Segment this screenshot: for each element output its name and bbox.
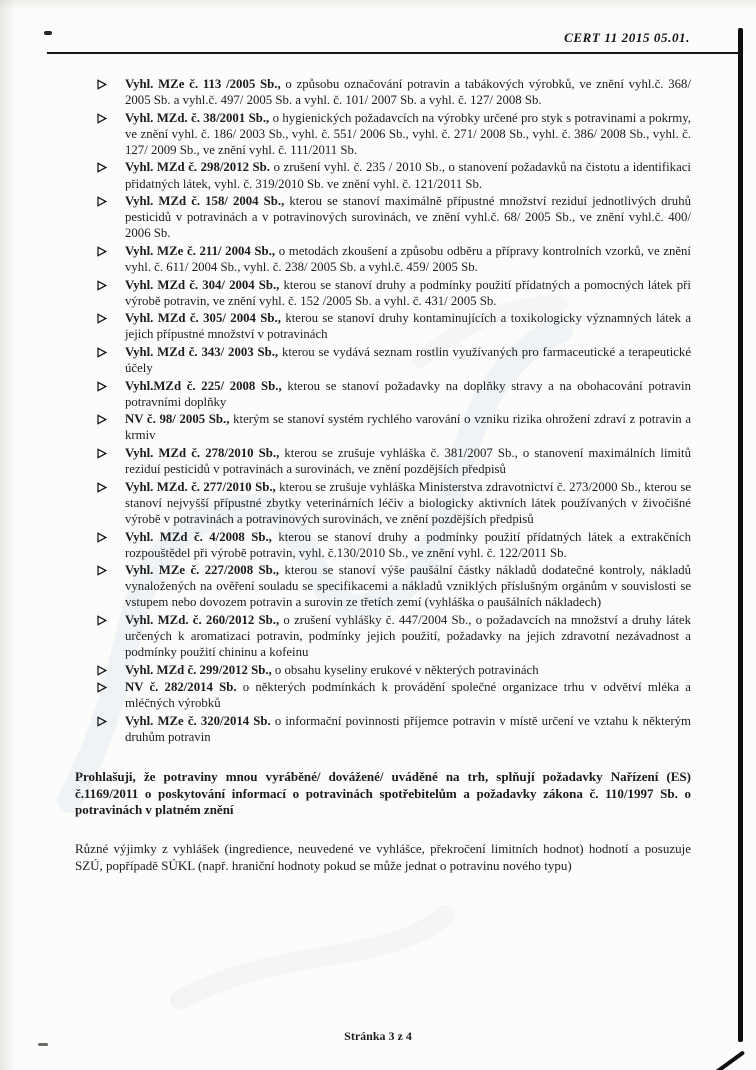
arrow-bullet-icon: [97, 195, 107, 211]
regulation-item-text: Vyhl. MZe č. 113 /2005 Sb., o způsobu označování potravin a tabákových výrobků, ve znění vyhl.č. 368/ 2005 Sb. a vyhl.č. 497/ 2005 Sb. a vyhl. č. 101/ 2007 Sb. a vyhl. č. 127/ 2008 Sb.: [125, 77, 692, 108]
arrow-bullet-icon: [97, 380, 107, 396]
regulation-item-text: Vyhl. MZd č. 304/ 2004 Sb., kterou se stanoví druhy a podmínky použití přídatných a pomocných látek při výrobě potravin, ve znění vyhl. č. 152 /2005 Sb. a vyhl. č. 431/ 2005 Sb.: [125, 277, 691, 308]
document-content: [75, 76, 691, 874]
regulation-item: [95, 411, 691, 443]
regulation-item: [95, 344, 691, 376]
regulation-item: [95, 662, 691, 678]
arrow-bullet-icon: [97, 78, 107, 94]
declaration-paragraph: Prohlašuji, že potraviny mnou vyráběné/ dovážené/ uváděné na trh, splňují požadavky Nařízení (ES) č.1169/2011 o poskytování informací o potravinách spotřebitelům a požadavky zákona č. 110/1997 Sb. o potravinách v platném znění: [75, 769, 691, 818]
scan-artifact-bottom-right: [698, 1050, 746, 1070]
regulation-item-text: Vyhl. MZe č. 211/ 2004 Sb., o metodách zkoušení a způsobu odběru a přípravy kontrolních vzorků, ve znění vyhl. č. 611/ 2004 Sb., vyhl. č. 238/ 2005 Sb. a vyhl.č. 459/ 2005 Sb.: [125, 243, 691, 275]
arrow-bullet-icon: [97, 161, 107, 177]
regulation-item: [95, 110, 691, 158]
regulation-item-text: Vyhl. MZd č. 305/ 2004 Sb., kterou se stanoví druhy kontaminujících a toxikologicky významných látek a jejich přípustné množství v potravinách: [125, 311, 691, 342]
arrow-bullet-icon: [97, 447, 107, 463]
regulation-item-text: Vyhl. MZd č. 299/2012 Sb., o obsahu kyseliny erukové v některých potravinách: [125, 662, 539, 677]
regulation-item-text: Vyhl. MZd č. 4/2008 Sb., kterou se stanoví druhy a podmínky použití přídatných látek a extrakčních rozpouštědel při výrobě potravin, vyhl. č.130/2010 Sb., ve znění vyhl. č. 122/2011 Sb.: [125, 529, 691, 560]
regulation-item: [95, 529, 691, 561]
regulation-list: [95, 76, 691, 745]
arrow-bullet-icon: [97, 279, 107, 295]
regulation-item-text: Vyhl. MZe č. 320/2014 Sb. o informační povinnosti příjemce potravin v místě určení ve vztahu k některým druhům potravin: [125, 714, 691, 745]
regulation-item-text: NV č. 98/ 2005 Sb., kterým se stanoví systém rychlého varování o vzniku rizika ohrožení zdraví z potravin a krmiv: [125, 412, 692, 443]
arrow-bullet-icon: [97, 245, 107, 261]
arrow-bullet-icon: [97, 413, 107, 429]
arrow-bullet-icon: [97, 715, 107, 731]
regulation-item-text: Vyhl. MZd č. 278/2010 Sb., kterou se zrušuje vyhláška č. 381/2007 Sb., o stanovení maximálních limitů reziduí pesticidů v potravinách a surovinách, ve znění pozdějších předpisů: [125, 446, 691, 477]
regulation-item: [95, 679, 691, 711]
regulation-item: [95, 193, 691, 241]
regulation-item-text: Vyhl. MZd. č. 260/2012 Sb., o zrušení vyhlášky č. 447/2004 Sb., o požadavcích na množství a druhy látek určených k aromatizaci potravin, podmínky jejich použití, požadavky na jejich zdravotní nezávadnost a podmínky použití chininu a kofeinu: [125, 613, 691, 660]
scan-artifact-right-line: [738, 28, 743, 1042]
scan-edge-shadow-top: [0, 0, 756, 10]
regulation-item-text: Vyhl. MZd č. 298/2012 Sb. o zrušení vyhl. č. 235 / 2010 Sb., o stanovení požadavků na čistotu a identifikaci přidatných látek, vyhl. č. 319/2010 Sb. ve znění vyhl. č. 121/2011 Sb.: [125, 160, 691, 191]
regulation-item: [95, 562, 691, 610]
arrow-bullet-icon: [97, 664, 107, 680]
regulation-item-text: Vyhl. MZd č. 343/ 2003 Sb., kterou se vydává seznam rostlin využívaných pro farmaceutické a terapeutické účely: [125, 345, 692, 376]
page-number-label: Stránka 3 z 4: [344, 1029, 412, 1043]
regulation-item: [95, 612, 691, 660]
exceptions-paragraph: Různé výjimky z vyhlášek (ingredience, neuvedené ve vyhlášce, překročení limitních hodnot) hodnotí a posuzuje SZÚ, popřípadě SÚKL (např. hraniční hodnoty pokud se může jednat o potravinu nového typu): [75, 841, 691, 873]
regulation-item: [95, 310, 691, 342]
regulation-item-text: Vyhl. MZd. č. 38/2001 Sb., o hygienických požadavcích na výrobky určené pro styk s potravinami a pokrmy, ve znění vyhl. č. 186/ 2003 Sb., vyhl. č. 551/ 2006 Sb., vyhl. č. 271/ 2008 Sb., vyhl. č. 386/ 2008 Sb., vyhl. č. 127/ 2009 Sb., ve znění vyhl. č. 111/2011 Sb.: [125, 110, 691, 157]
header-rule: [47, 52, 741, 54]
regulation-item-text: NV č. 282/2014 Sb. o některých podmínkách k provádění společné organizace trhu v odvětví mléka a mléčných výrobků: [125, 680, 691, 711]
arrow-bullet-icon: [97, 614, 107, 630]
regulation-item: [95, 76, 691, 108]
arrow-bullet-icon: [97, 346, 107, 362]
regulation-item: [95, 277, 691, 309]
regulation-item: [95, 159, 691, 191]
header-stamp: CERT 11 2015 05.01.: [564, 30, 690, 45]
regulation-item-text: Vyhl. MZd. č. 277/2010 Sb., kterou se zrušuje vyhláška Ministerstva zdravotnictví č. 273/2000 Sb., kterou se stanoví nejvyšší přípustné zbytky veterinárních léčiv a biologicky aktivních látek používaných v živočišné výrobě v potravinách a potravinových surovinách, ve znění pozdějších předpisů: [125, 479, 691, 526]
regulation-item: [95, 445, 691, 477]
scan-edge-shadow-left: [0, 0, 16, 1070]
arrow-bullet-icon: [97, 481, 107, 497]
arrow-bullet-icon: [97, 112, 107, 128]
regulation-item-text: Vyhl. MZd č. 158/ 2004 Sb., kterou se stanoví maximálně přípustné množství reziduí jednotlivých druhů pesticidů v potravinách a v potravinových surovinách, ve znění vyhl.č. 68/ 2005 Sb., ve znění vyhl.č. 400/ 2006 Sb.: [125, 194, 691, 241]
regulation-item-text: Vyhl.MZd č. 225/ 2008 Sb., kterou se stanoví požadavky na doplňky stravy a na obohacování potravin potravními doplňky: [125, 378, 691, 409]
arrow-bullet-icon: [97, 681, 107, 697]
arrow-bullet-icon: [97, 531, 107, 547]
page-footer: [0, 1029, 756, 1044]
regulation-item-text: Vyhl. MZe č. 227/2008 Sb., kterou se stanoví výše paušální částky nákladů dodatečné kontroly, nákladů vynaložených na ověření souladu se specifikacemi a nákladů vzniklých příslušným orgánům v souvislosti se vstupem nebo dovozem potravin a surovin ze třetích zemí (vyhláška o paušálních nákladech): [125, 563, 691, 610]
regulation-item: [95, 479, 691, 527]
regulation-item: [95, 378, 691, 410]
arrow-bullet-icon: [97, 564, 107, 580]
arrow-bullet-icon: [97, 312, 107, 328]
scan-artifact-top-left: [44, 31, 52, 35]
regulation-item: [95, 713, 691, 745]
regulation-item: [95, 243, 691, 275]
